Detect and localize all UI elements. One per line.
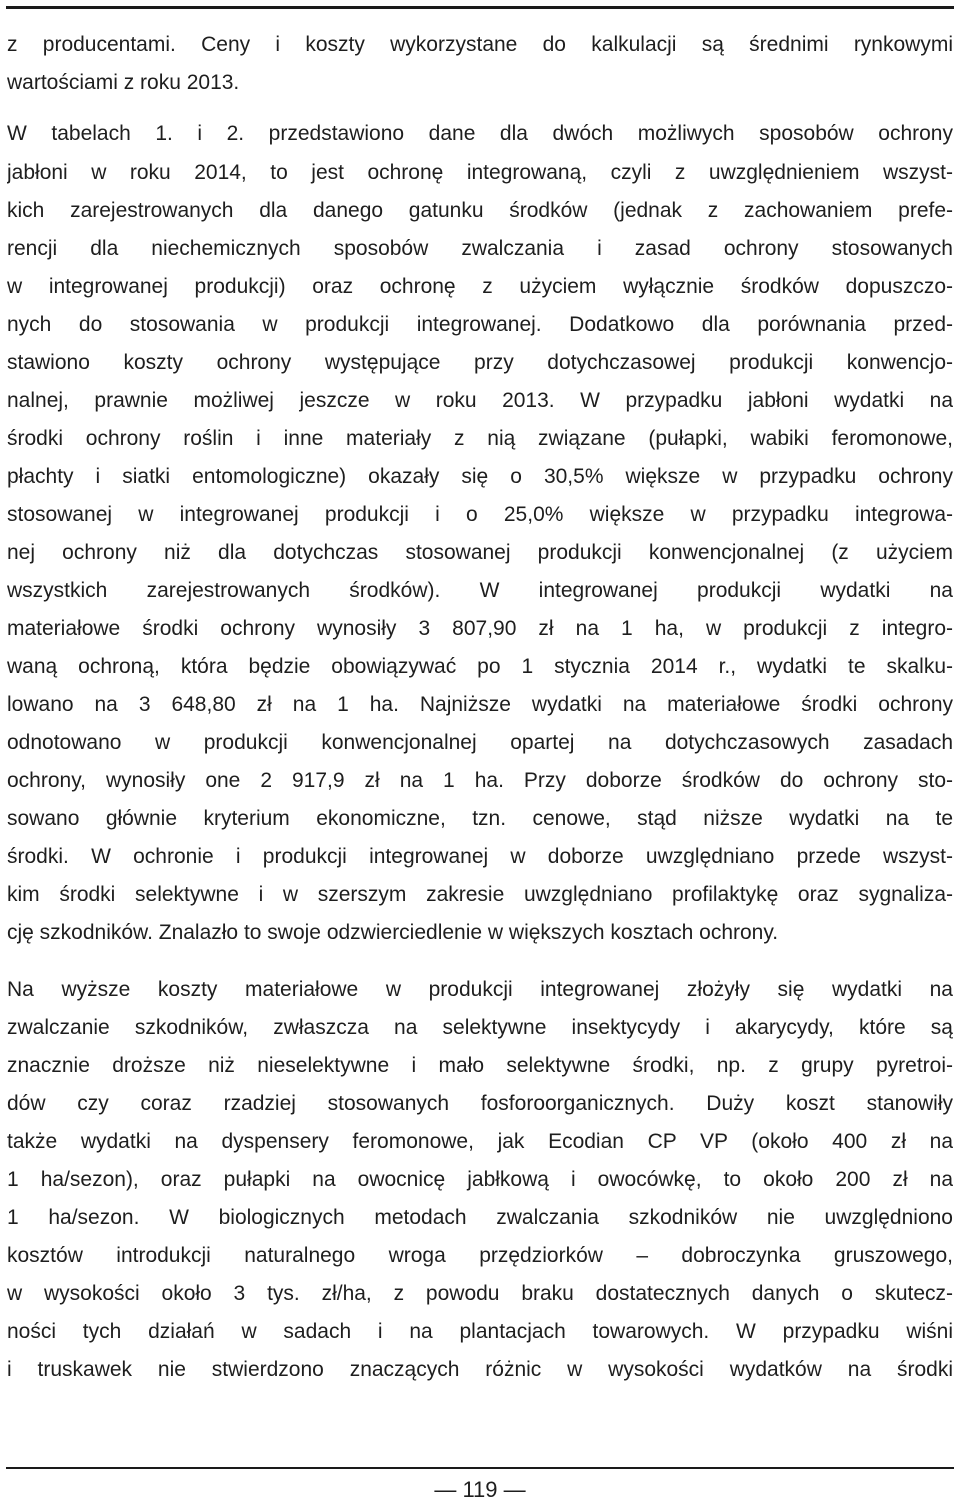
- text-line: kim środki selektywne i w szerszym zakresie uwzględniano profilaktykę oraz sygnaliza-: [7, 883, 953, 906]
- text-line: lowano na 3 648,80 zł na 1 ha. Najniższe wydatki na materiałowe środki ochrony: [7, 693, 953, 716]
- text-line: także wydatki na dyspensery feromonowe, jak Ecodian CP VP (około 400 zł na: [7, 1130, 953, 1153]
- text-line: w integrowanej produkcji) oraz ochronę z użyciem wyłącznie środków dopuszczo-: [7, 275, 953, 298]
- text-line: rencji dla niechemicznych sposobów zwalczania i zasad ochrony stosowanych: [7, 237, 953, 260]
- text-line: środki ochrony roślin i inne materiały z nią związane (pułapki, wabiki feromonowe,: [7, 427, 953, 450]
- header-rule: [6, 6, 954, 9]
- text-line: kosztów introdukcji naturalnego wroga przędziorków – dobroczynka gruszowego,: [7, 1244, 953, 1267]
- text-line: ochrony, wynosiły one 2 917,9 zł na 1 ha. Przy doborze środków do ochrony sto-: [7, 769, 953, 792]
- text-line: nej ochrony niż dla dotychczas stosowanej produkcji konwencjonalnej (z użyciem: [7, 541, 953, 564]
- text-line: sowano głównie kryterium ekonomiczne, tzn. cenowe, stąd niższe wydatki na te: [7, 807, 953, 830]
- text-line: z producentami. Ceny i koszty wykorzystane do kalkulacji są średnimi rynkowymi: [7, 33, 953, 56]
- footer-rule: [6, 1467, 954, 1469]
- text-line: dów czy coraz rzadziej stosowanych fosforoorganicznych. Duży koszt stanowiły: [7, 1092, 953, 1115]
- text-line: zwalczanie szkodników, zwłaszcza na selektywne insektycydy i akarycydy, które są: [7, 1016, 953, 1039]
- text-line: W tabelach 1. i 2. przedstawiono dane dla dwóch możliwych sposobów ochrony: [7, 122, 953, 145]
- text-line: znacznie droższe niż nieselektywne i mało selektywne środki, np. z grupy pyretroi-: [7, 1054, 953, 1077]
- page-number: — 119 —: [434, 1477, 526, 1502]
- text-line: środki. W ochronie i produkcji integrowanej w doborze uwzględniano przede wszyst-: [7, 845, 953, 868]
- text-line: wartościami z roku 2013.: [7, 71, 240, 94]
- text-line: 1 ha/sezon), oraz pułapki na owocnicę jabłkową i owocówkę, to około 200 zł na: [7, 1168, 953, 1191]
- text-line: cję szkodników. Znalazło to swoje odzwierciedlenie w większych kosztach ochrony.: [7, 921, 779, 944]
- text-line: nych do stosowania w produkcji integrowanej. Dodatkowo dla porównania przed-: [7, 313, 953, 336]
- text-line: 1 ha/sezon. W biologicznych metodach zwalczania szkodników nie uwzględniono: [7, 1206, 953, 1229]
- text-line: stosowanej w integrowanej produkcji i o 25,0% większe w przypadku integrowa-: [7, 503, 953, 526]
- text-line: i truskawek nie stwierdzono znaczących różnic w wysokości wydatków na środki: [7, 1358, 953, 1381]
- text-line: odnotowano w produkcji konwencjonalnej opartej na dotychczasowych zasadach: [7, 731, 953, 754]
- text-line: Na wyższe koszty materiałowe w produkcji integrowanej złożyły się wydatki na: [7, 978, 953, 1001]
- text-line: wszystkich zarejestrowanych środków). W integrowanej produkcji wydatki na: [7, 579, 953, 602]
- text-line: płachty i siatki entomologiczne) okazały się o 30,5% większe w przypadku ochrony: [7, 465, 953, 488]
- text-line: nalnej, prawnie możliwej jeszcze w roku 2013. W przypadku jabłoni wydatki na: [7, 389, 953, 412]
- text-line: kich zarejestrowanych dla danego gatunku środków (jednak z zachowaniem prefe-: [7, 199, 953, 222]
- text-line: jabłoni w roku 2014, to jest ochronę integrowaną, czyli z uwzględnieniem wszyst-: [7, 161, 953, 184]
- text-line: materiałowe środki ochrony wynosiły 3 807,90 zł na 1 ha, w produkcji z integro-: [7, 617, 953, 640]
- text-line: ności tych działań w sadach i na plantacjach towarowych. W przypadku wiśni: [7, 1320, 953, 1343]
- text-line: waną ochroną, która będzie obowiązywać po 1 stycznia 2014 r., wydatki te skalku-: [7, 655, 953, 678]
- text-line: stawiono koszty ochrony występujące przy dotychczasowej produkcji konwencjo-: [7, 351, 953, 374]
- text-line: w wysokości około 3 tys. zł/ha, z powodu braku dostatecznych danych o skutecz-: [7, 1282, 953, 1305]
